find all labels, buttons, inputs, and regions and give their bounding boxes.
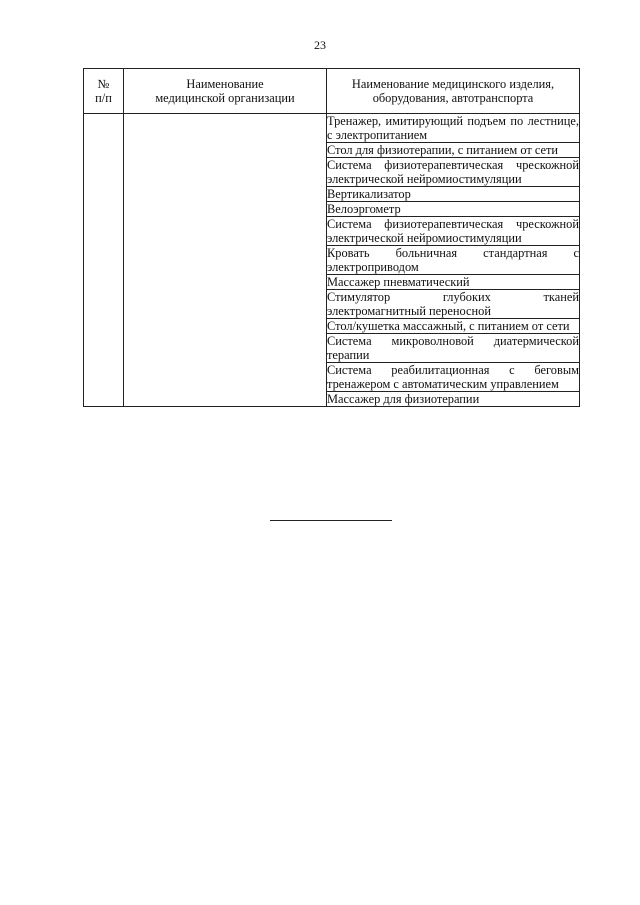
table-row (84, 114, 580, 143)
equipment-item: Система физиотерапевтическая чрескожной электрической нейромиостимуляции (327, 158, 579, 186)
equipment-item: Кровать больничная стандартная с электроприводом (327, 246, 579, 274)
equipment-item: Стол/кушетка массажный, с питанием от сети (327, 319, 580, 334)
equipment-item: Массажер пневматический (327, 275, 580, 290)
equipment-item: Стимулятор глубоких тканей электромагнитный переносной (327, 290, 579, 318)
equipment-item: Система физиотерапевтическая чрескожной электрической нейромиостимуляции (327, 217, 579, 245)
equipment-item: Велоэргометр (327, 202, 580, 217)
equipment-item: Массажер для физиотерапии (327, 392, 580, 407)
equipment-item: Система реабилитационная с беговым тренажером с автоматическим управлением (327, 363, 579, 391)
equipment-item: Стол для физиотерапии, с питанием от сети (327, 143, 580, 158)
table-header-row (84, 69, 580, 114)
end-rule (270, 520, 392, 521)
equipment-item: Вертикализатор (327, 187, 580, 202)
page-number: 23 (314, 38, 326, 52)
header-number: № п/п (84, 69, 124, 114)
equipment-table (83, 68, 580, 407)
organization-cell (124, 114, 327, 407)
header-equipment: Наименование медицинского изделия, оборудования, автотранспорта (327, 69, 580, 114)
equipment-item: Система микроволновой диатермической терапии (327, 334, 579, 362)
equipment-item: Тренажер, имитирующий подъем по лестнице, с электропитанием (327, 114, 579, 142)
number-cell (84, 114, 124, 407)
header-organization: Наименование медицинской организации (124, 69, 327, 114)
